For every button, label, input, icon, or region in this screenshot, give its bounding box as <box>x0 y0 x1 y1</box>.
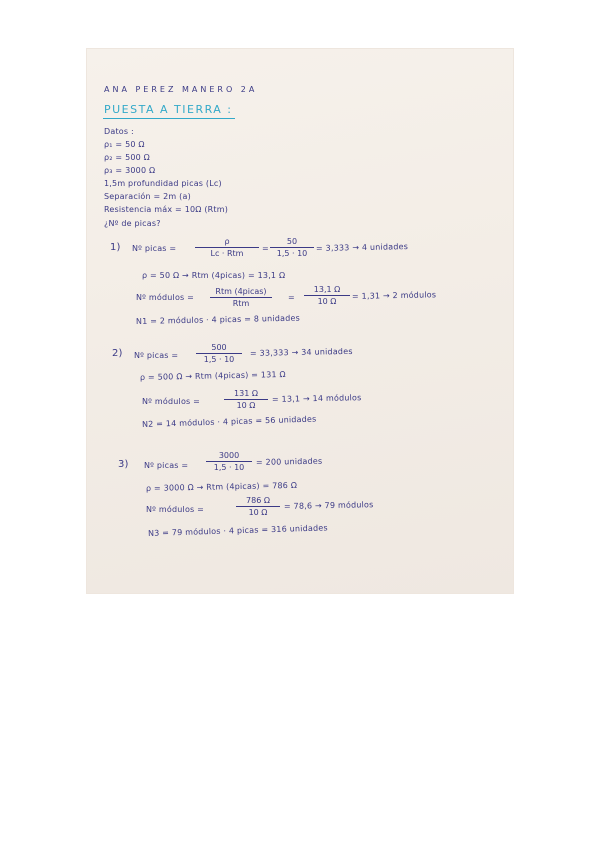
section-3-fraction-values <box>206 452 252 472</box>
datos-line-5: Separación = 2m (a) <box>104 192 191 201</box>
fraction-denominator: 1,5 · 10 <box>203 355 235 364</box>
fraction-numerator: 13,1 Ω <box>313 285 341 294</box>
section-2-modulos-fraction-values <box>224 390 268 410</box>
section-3-picas-label: Nº picas = <box>144 461 189 470</box>
section-1-modulos-label: Nº módulos = <box>136 293 195 302</box>
section-2-picas-label: Nº picas = <box>134 351 179 360</box>
section-3-picas-result: = 200 unidades <box>255 456 323 467</box>
section-1-picas-result: = 3,333 → 4 unidades <box>315 242 409 253</box>
datos-line-7: ¿Nº de picas? <box>104 219 161 228</box>
fraction-numerator: ρ <box>224 237 230 246</box>
section-2-total-line: N2 = 14 módulos · 4 picas = 56 unidades <box>141 414 317 429</box>
section-1-total-line: N1 = 2 módulos · 4 picas = 8 unidades <box>135 313 301 326</box>
section-3-rho-line: ρ = 3000 Ω → Rtm (4picas) = 786 Ω <box>145 480 298 493</box>
section-2-label: 2) <box>112 348 123 359</box>
student-name: ANA PEREZ MANERO 2A <box>104 85 258 94</box>
section-1-fraction-values <box>270 238 314 258</box>
fraction-denominator: Rtm <box>232 299 250 308</box>
fraction-denominator: 10 Ω <box>248 508 268 517</box>
section-1-rho-line: ρ = 50 Ω → Rtm (4picas) = 13,1 Ω <box>142 271 286 280</box>
fraction-numerator: 50 <box>286 237 298 246</box>
equals-sign: = <box>262 244 269 253</box>
title-underline <box>103 118 235 119</box>
datos-line-6: Resistencia máx = 10Ω (Rtm) <box>104 205 229 214</box>
section-1-modulos-fraction-formula <box>210 288 272 308</box>
section-3-label: 3) <box>118 459 129 470</box>
section-2-modulos-label: Nº módulos = <box>142 397 201 406</box>
section-1-modulos-fraction-values <box>304 286 350 306</box>
fraction-numerator: 131 Ω <box>234 389 258 398</box>
fraction-denominator: 1,5 · 10 <box>276 249 308 258</box>
page-title: PUESTA A TIERRA : <box>104 103 233 116</box>
section-3-modulos-result: = 78,6 → 79 módulos <box>283 500 374 511</box>
fraction-numerator: Rtm (4picas) <box>215 287 267 296</box>
datos-line-2: ρ₂ = 500 Ω <box>104 153 150 162</box>
fraction-denominator: 10 Ω <box>236 401 256 410</box>
section-3-total-line: N3 = 79 módulos · 4 picas = 316 unidades <box>147 523 328 538</box>
equals-sign: = <box>288 293 295 302</box>
fraction-denominator: 1,5 · 10 <box>213 463 245 472</box>
datos-heading: Datos : <box>104 127 134 136</box>
datos-line-1: ρ₁ = 50 Ω <box>104 140 145 149</box>
fraction-numerator: 786 Ω <box>246 496 270 505</box>
section-2-modulos-result: = 13,1 → 14 módulos <box>271 393 362 404</box>
section-3-modulos-label: Nº módulos = <box>146 505 205 514</box>
fraction-numerator: 500 <box>211 343 227 352</box>
section-1-fraction-formula <box>195 238 259 258</box>
section-1-label: 1) <box>110 242 121 253</box>
section-1-modulos-result: = 1,31 → 2 módulos <box>351 290 437 301</box>
datos-line-4: 1,5m profundidad picas (Lc) <box>104 179 222 188</box>
section-2-rho-line: ρ = 500 Ω → Rtm (4picas) = 131 Ω <box>139 369 286 382</box>
section-2-picas-result: = 33,333 → 34 unidades <box>249 346 353 358</box>
section-3-modulos-fraction-values <box>236 497 280 517</box>
fraction-numerator: 3000 <box>218 451 240 460</box>
fraction-denominator: 10 Ω <box>317 297 337 306</box>
section-2-fraction-values <box>196 344 242 364</box>
section-1-picas-label: Nº picas = <box>132 244 177 253</box>
fraction-denominator: Lc · Rtm <box>210 249 244 258</box>
datos-line-3: ρ₃ = 3000 Ω <box>104 166 156 175</box>
